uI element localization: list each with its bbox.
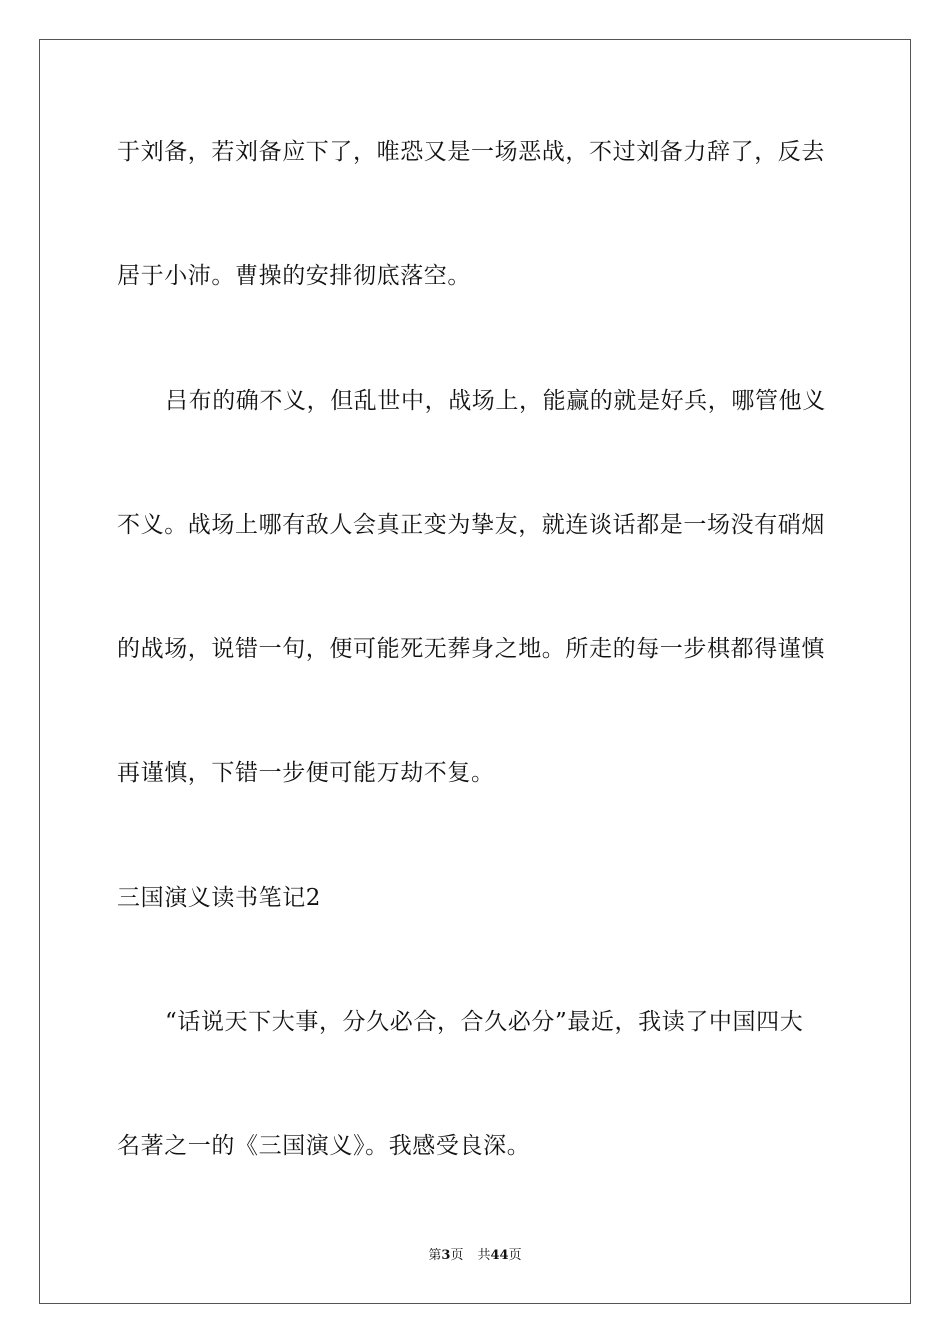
text-line-5: 的战场，说错一句，便可能死无葬身之地。所走的每一步棋都得谨慎	[117, 636, 825, 662]
text-line-8-indented: “话说天下大事，分久必合，合久必分”最近，我读了中国四大	[165, 1009, 804, 1035]
page-prefix: 第	[428, 1248, 442, 1263]
page-border	[39, 39, 911, 1304]
total-suffix: 页	[508, 1248, 522, 1263]
section-heading: 三国演义读书笔记2	[117, 885, 322, 911]
text-line-1: 于刘备，若刘备应下了，唯恐又是一场恶战，不过刘备力辞了，反去	[117, 139, 825, 165]
text-line-9: 名著之一的《三国演义》。我感受良深。	[117, 1133, 531, 1159]
text-line-6: 再谨慎，下错一步便可能万劫不复。	[117, 760, 495, 786]
text-line-2: 居于小沛。曹操的安排彻底落空。	[117, 263, 471, 289]
page-number: 3	[441, 1248, 451, 1263]
page-suffix: 页	[450, 1248, 464, 1263]
total-prefix: 共	[477, 1248, 491, 1263]
text-line-4: 不义。战场上哪有敌人会真正变为挚友，就连谈话都是一场没有硝烟	[117, 512, 825, 538]
text-line-3-indented: 吕布的确不义，但乱世中，战场上，能赢的就是好兵，哪管他义	[165, 388, 826, 414]
page-footer	[0, 1247, 950, 1265]
total-pages: 44	[490, 1248, 509, 1263]
